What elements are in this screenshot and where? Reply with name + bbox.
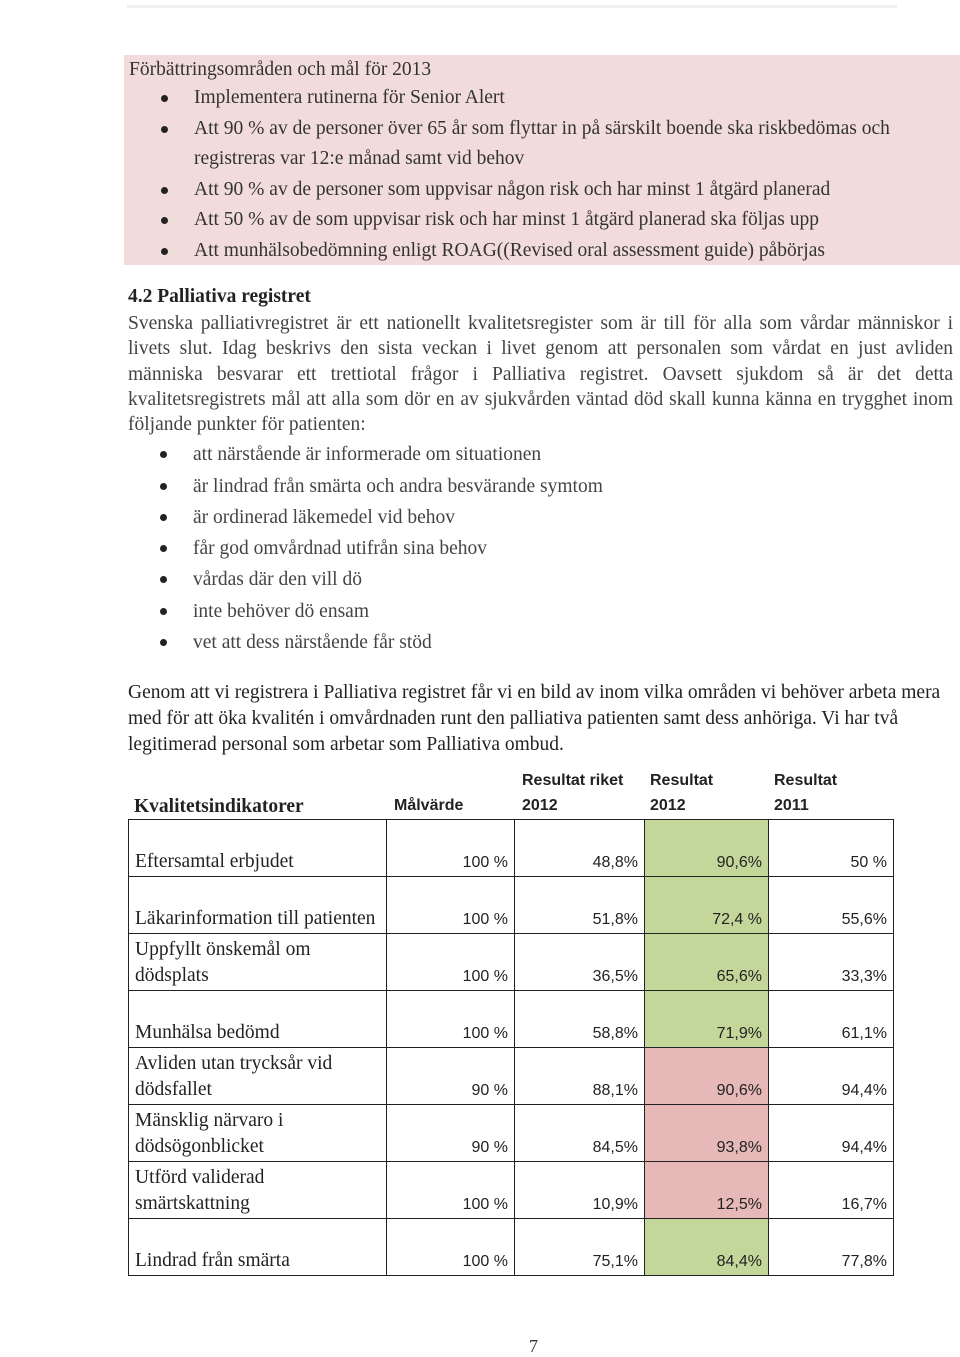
row-result-2011: 16,7% (769, 1162, 894, 1219)
row-name: Avliden utan trycksår vid dödsfallet (129, 1048, 387, 1105)
header-result-2011: Resultat 2011 (774, 772, 838, 814)
row-name: Läkarinformation till patienten (129, 877, 387, 934)
goal-item: Att 90 % av de personer som uppvisar någon risk och har minst 1 åtgärd planerad (129, 175, 954, 206)
row-target: 90 % (387, 1048, 515, 1105)
table-row (129, 1105, 894, 1162)
header-result-2012: Resultat 2012 (650, 772, 714, 814)
list-item: får god omvårdnad utifrån sina behov (128, 533, 953, 564)
row-national: 75,1% (515, 1219, 645, 1276)
row-result-2012: 84,4% (645, 1219, 769, 1276)
list-item: vårdas där den vill dö (128, 564, 953, 595)
row-target: 100 % (387, 877, 515, 934)
list-item: är lindrad från smärta och andra besvärande symtom (128, 471, 953, 502)
row-name: Uppfyllt önskemål om dödsplats (129, 934, 387, 991)
row-result-2012: 71,9% (645, 991, 769, 1048)
row-name: Utförd validerad smärtskattning (129, 1162, 387, 1219)
row-target: 100 % (387, 1219, 515, 1276)
row-result-2012: 93,8% (645, 1105, 769, 1162)
section-paragraph: Svenska palliativregistret är ett nationellt kvalitetsregister som är till för alla som vårdar människor i livets slut. Idag beskrivs den sista veckan i livet genom att personalen som vårdat en just avliden människa besvarar ett trettiotal frågor i Palliativa registret. Oavsett sjukdom så är det detta kvalitetsregistrets mål att alla som dör en av sjukvården väntad död skall kunna känna en trygghet inom följande punkter för patienten: (128, 313, 953, 436)
table-row (129, 934, 894, 991)
row-name: Lindrad från smärta (129, 1219, 387, 1276)
row-target: 90 % (387, 1105, 515, 1162)
row-result-2012: 72,4 % (645, 877, 769, 934)
row-target: 100 % (387, 991, 515, 1048)
top-rule (127, 5, 897, 8)
summary-paragraph: Genom att vi registrera i Palliativa registret får vi en bild av inom vilka områden vi behöver arbeta mera med för att öka kvalitén i omvårdnaden runt den palliativa patienten samt dess anhöriga. Vi har två legitimerad personal som arbetar som Palliativa ombud. (128, 682, 941, 755)
table-row (129, 1162, 894, 1219)
row-name: Eftersamtal erbjudet (129, 820, 387, 877)
row-national: 36,5% (515, 934, 645, 991)
row-result-2012: 65,6% (645, 934, 769, 991)
table-row (129, 1219, 894, 1276)
list-item: är ordinerad läkemedel vid behov (128, 502, 953, 533)
row-result-2012: 90,6% (645, 1048, 769, 1105)
row-target: 100 % (387, 1162, 515, 1219)
row-national: 51,8% (515, 877, 645, 934)
patient-points-list (128, 439, 953, 657)
row-target: 100 % (387, 934, 515, 991)
row-national: 58,8% (515, 991, 645, 1048)
table-header (128, 765, 898, 820)
row-result-2011: 94,4% (769, 1048, 894, 1105)
goal-item: Att 50 % av de som uppvisar risk och har minst 1 åtgärd planerad ska följas upp (129, 205, 954, 236)
table-row (129, 820, 894, 877)
row-result-2012: 12,5% (645, 1162, 769, 1219)
row-national: 48,8% (515, 820, 645, 877)
row-result-2011: 33,3% (769, 934, 894, 991)
quality-indicators-table (128, 819, 894, 1276)
row-target: 100 % (387, 820, 515, 877)
header-national: Resultat riket 2012 (522, 772, 624, 814)
goals-box (124, 55, 960, 265)
goals-title: Förbättringsområden och mål för 2013 (129, 59, 432, 80)
palliativa-section (128, 283, 953, 658)
page-number: 7 (529, 1336, 538, 1356)
goals-list (129, 83, 960, 266)
goal-item: Att 90 % av de personer över 65 år som flyttar in på särskilt boende ska riskbedömas och registreras var 12:e månad samt vid behov (129, 114, 954, 175)
row-result-2011: 94,4% (769, 1105, 894, 1162)
section-heading: 4.2 Palliativa registret (128, 286, 311, 307)
header-indicator: Kvalitetsindikatorer (134, 796, 304, 817)
header-target: Målvärde (394, 797, 464, 814)
row-result-2012: 90,6% (645, 820, 769, 877)
table-row (129, 877, 894, 934)
table-row (129, 991, 894, 1048)
list-item: vet att dess närstående får stöd (128, 627, 953, 658)
row-national: 84,5% (515, 1105, 645, 1162)
row-national: 88,1% (515, 1048, 645, 1105)
list-item: att närstående är informerade om situationen (128, 439, 953, 470)
row-result-2011: 55,6% (769, 877, 894, 934)
goal-item: Att munhälsobedömning enligt ROAG((Revised oral assessment guide) påbörjas (129, 236, 954, 267)
list-item: inte behöver dö ensam (128, 596, 953, 627)
goal-item: Implementera rutinerna för Senior Alert (129, 83, 954, 114)
row-national: 10,9% (515, 1162, 645, 1219)
table-row (129, 1048, 894, 1105)
row-result-2011: 77,8% (769, 1219, 894, 1276)
row-name: Mänsklig närvaro i dödsögonblicket (129, 1105, 387, 1162)
row-name: Munhälsa bedömd (129, 991, 387, 1048)
row-result-2011: 61,1% (769, 991, 894, 1048)
row-result-2011: 50 % (769, 820, 894, 877)
